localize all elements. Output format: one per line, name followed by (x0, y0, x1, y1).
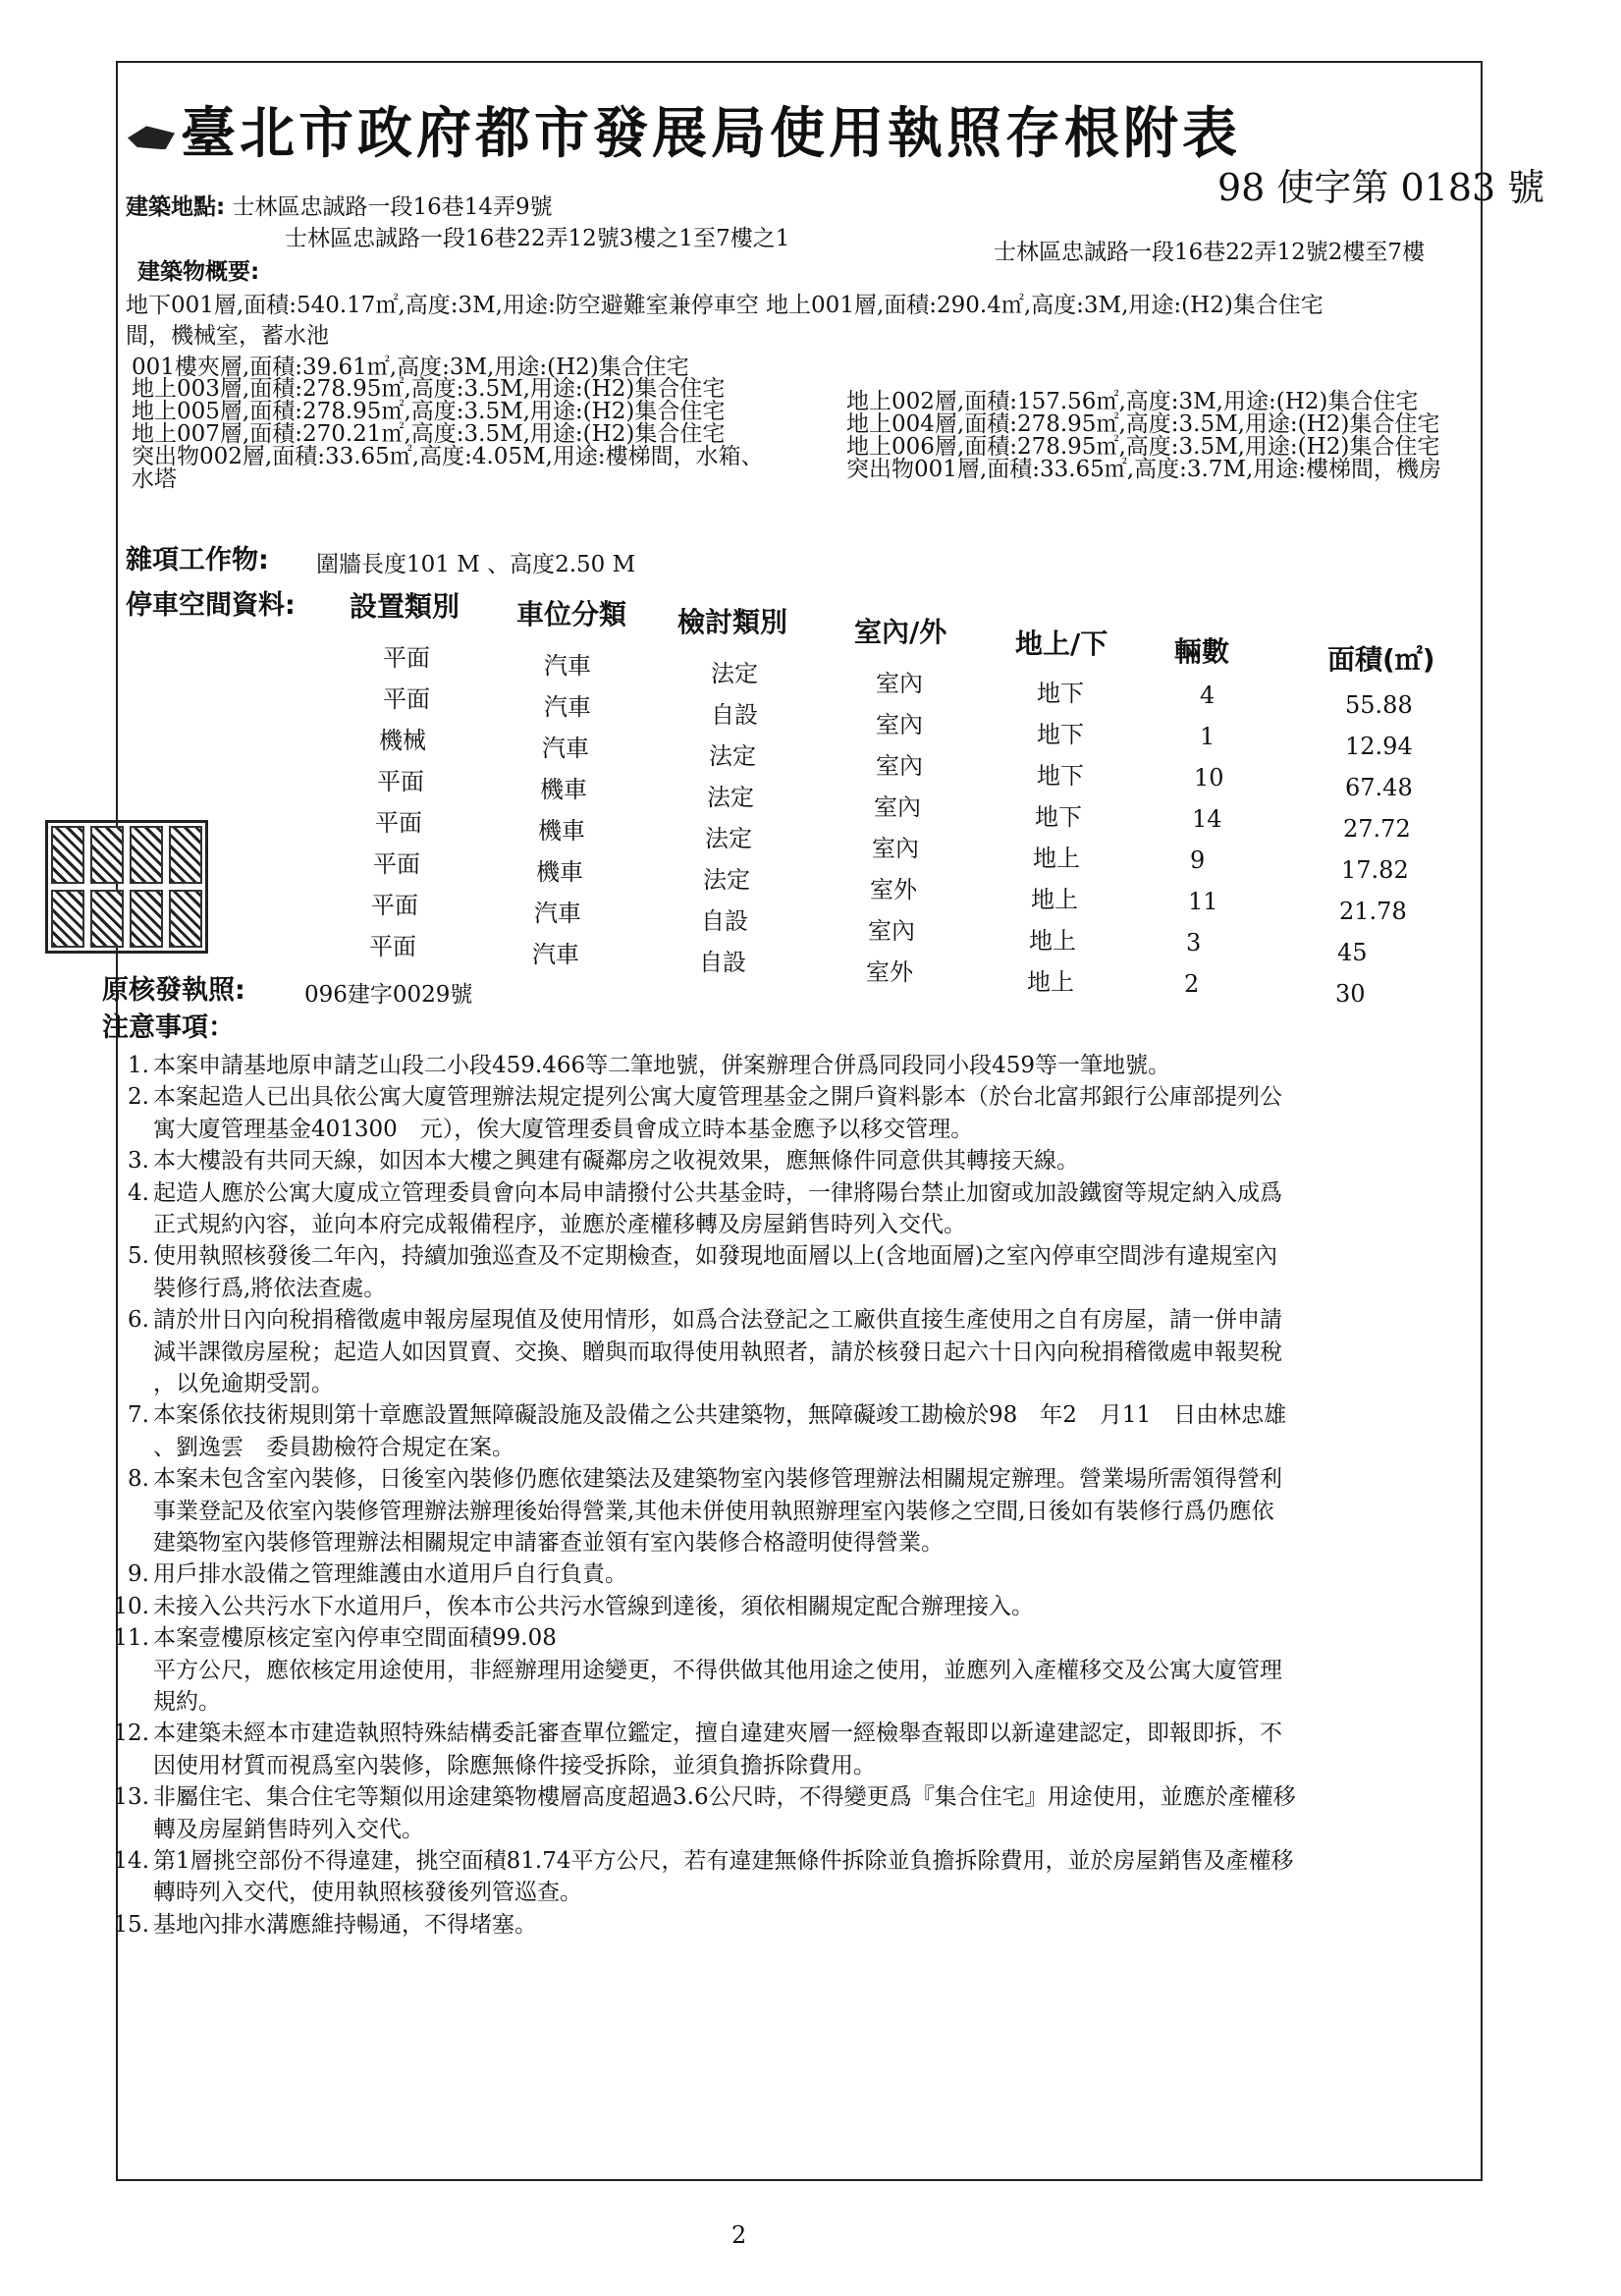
parking-cell: 機車 (538, 817, 585, 845)
note-line (110, 1429, 514, 1461)
parking-cell: 平面 (371, 892, 418, 919)
misc-works-value: 圍牆長度101 M 、高度2.50 M (316, 552, 636, 577)
overview-line-3: 001樓夾層,面積:39.61㎡,高度:3M,用途:(H2)集合住宅 (132, 355, 689, 380)
parking-cell: 法定 (707, 784, 754, 811)
parking-cell: 67.48 (1345, 774, 1413, 801)
note-text: 寓大廈管理基金401300 元），俟大廈管理委員會成立時本基金應予以移交管理。 (153, 1116, 974, 1142)
parking-cell: 地上 (1029, 927, 1076, 955)
note-text: 、劉逸雲 委員勘檢符合規定在案。 (153, 1434, 514, 1460)
note-text: 請於卅日內向稅捐稽徵處申報房屋現值及使用情形，如爲合法登記之工廠供直接生產使用之自有房屋，請一併申請 (153, 1307, 1282, 1334)
parking-cell: 平面 (373, 850, 420, 878)
overview-line-1: 地下001層,面積:540.17㎡,高度:3M,用途:防空避難室兼停車空 地上001層,面積:290.4㎡,高度:3M,用途:(H2)集合住宅 (126, 293, 1324, 318)
overview-label: 建築物概要: (137, 259, 260, 285)
overview-left-row: 突出物002層,面積:33.65㎡,高度:4.05M,用途:樓梯間，水箱、 (132, 444, 764, 469)
parking-cell: 自設 (699, 949, 746, 976)
official-seal-stamp (45, 820, 208, 954)
note-number: 4. (128, 1179, 149, 1206)
note-text: 平方公尺，應依核定用途使用，非經辦理用途變更，不得供做其他用途之使用，並應列入產權移交及公寓大廈管理 (153, 1657, 1282, 1683)
parking-label: 停車空間資料: (126, 590, 296, 621)
parking-header-setup-type: 設置類別 (350, 590, 460, 623)
note-number: 9. (128, 1561, 149, 1588)
overview-right-row: 突出物001層,面積:33.65㎡,高度:3.7M,用途:樓梯間，機房 (846, 457, 1442, 482)
note-number: 5. (128, 1243, 149, 1270)
note-text: 非屬住宅、集合住宅等類似用途建築物樓層高度超過3.6公尺時，不得變更爲『集合住宅』用途使用，並應於產權移 (153, 1784, 1296, 1811)
parking-cell: 法定 (709, 742, 756, 770)
parking-cell: 3 (1186, 929, 1202, 957)
parking-cell: 10 (1194, 764, 1224, 792)
parking-cell: 機械 (379, 727, 426, 754)
overview-right-row: 地上006層,面積:278.95㎡,高度:3.5M,用途:(H2)集合住宅 (846, 434, 1440, 460)
parking-cell: 機車 (540, 776, 587, 803)
note-text: 本案申請基地原申請芝山段二小段459.466等二筆地號，併案辦理合併爲同段同小段459等一筆地號。 (153, 1053, 1171, 1078)
parking-header-above-below: 地上/下 (1015, 628, 1108, 660)
overview-left-column (132, 378, 764, 491)
note-text: 本案起造人已出具依公寓大廈管理辦法規定提列公寓大廈管理基金之開戶資料影本（於台北富邦銀行公庫部提列公 (153, 1084, 1282, 1111)
parking-cell: 30 (1335, 980, 1366, 1008)
parking-cell: 地下 (1037, 680, 1084, 707)
note-line (110, 1237, 1277, 1270)
note-line (110, 1524, 944, 1557)
parking-cell: 2 (1184, 970, 1200, 998)
note-line (110, 1111, 973, 1143)
parking-cell: 汽車 (534, 900, 581, 927)
parking-cell: 自設 (701, 907, 748, 935)
note-text: 轉及房屋銷售時列入交代。 (153, 1816, 424, 1842)
note-number: 2. (128, 1084, 149, 1111)
note-text: 規約。 (153, 1689, 221, 1715)
parking-cell: 自設 (711, 701, 758, 729)
note-line (110, 1334, 1282, 1366)
note-number: 3. (128, 1148, 149, 1175)
note-text: 因使用材質而視爲室內裝修，除應無條件接受拆除，並須負擔拆除費用。 (153, 1752, 876, 1778)
parking-cell: 法定 (703, 866, 750, 894)
parking-cell: 室內 (876, 752, 923, 780)
note-text: 基地內排水溝應維持暢通，不得堵塞。 (153, 1911, 537, 1938)
note-line (110, 1493, 1274, 1525)
site-address-1: 士林區忠誠路一段16巷14弄9號 (232, 194, 553, 220)
note-text: 第1層挑空部份不得違建，挑空面積81.74平方公尺，若有違建無條件拆除並負擔拆除費用，並於房屋銷售及產權移 (153, 1848, 1294, 1874)
parking-header-space-class: 車位分類 (516, 598, 627, 630)
note-line (110, 1460, 1282, 1493)
note-line (110, 1078, 1282, 1111)
note-line (110, 1874, 582, 1906)
note-text: 未接入公共污水下水道用戶，俟本市公共污水管線到達後，須依相關規定配合辦理接入。 (153, 1593, 1034, 1619)
site-line-1 (126, 189, 553, 221)
note-line (110, 1142, 1079, 1175)
ink-mark-icon (128, 126, 175, 149)
parking-cell: 室內 (868, 917, 915, 945)
overview-left-row: 地上003層,面積:278.95㎡,高度:3.5M,用途:(H2)集合住宅 (132, 376, 726, 402)
parking-cell: 平面 (383, 644, 430, 672)
page-number: 2 (731, 2221, 747, 2249)
note-text: 使用執照核發後二年內，持續加強巡查及不定期檢查，如發現地面層以上(含地面層)之室內停車空間涉有違規室內 (153, 1243, 1277, 1270)
note-text: 事業登記及依室內裝修管理辦法辦理後始得營業,其他未併使用執照辦理室內裝修之空間,日後如有裝修行爲仍應依 (153, 1498, 1274, 1524)
parking-cell: 地下 (1037, 762, 1084, 790)
site-address-2: 士林區忠誠路一段16巷22弄12號3樓之1至7樓之1 (285, 226, 790, 251)
overview-left-row: 地上007層,面積:270.21㎡,高度:3.5M,用途:(H2)集合住宅 (132, 421, 726, 447)
parking-cell: 汽車 (544, 693, 591, 721)
parking-cell: 法定 (711, 660, 758, 687)
parking-cell: 室外 (870, 876, 917, 903)
note-line (110, 1270, 386, 1302)
note-line (110, 1747, 876, 1779)
parking-cell: 11 (1188, 888, 1218, 915)
note-text: 本建築未經本市建造執照特殊結構委託審查單位鑑定，擅自違建夾層一經檢舉查報即以新違建認定，即報即拆，不 (153, 1721, 1282, 1747)
overview-right-row: 地上004層,面積:278.95㎡,高度:3.5M,用途:(H2)集合住宅 (846, 411, 1440, 437)
note-line (110, 1588, 1034, 1620)
note-number: 8. (128, 1466, 149, 1493)
parking-cell: 平面 (383, 685, 430, 713)
note-line (110, 1301, 1282, 1334)
overview-right-column (846, 391, 1441, 481)
parking-cell: 9 (1190, 847, 1206, 874)
note-number: 11. (113, 1625, 149, 1652)
parking-cell: 地下 (1035, 803, 1082, 831)
note-text: 裝修行爲,將依法查處。 (153, 1275, 387, 1301)
original-permit-label: 原核發執照: (102, 975, 245, 1006)
note-line (110, 1715, 1282, 1747)
notes-label: 注意事項： (102, 1012, 235, 1043)
note-text: 轉時列入交代，使用執照核發後列管巡查。 (153, 1880, 582, 1906)
note-line (110, 1652, 1282, 1684)
note-text: 本案未包含室內裝修，日後室內裝修仍應依建築法及建築物室內裝修管理辦法相關規定辦理。營業場所需領得營利 (153, 1466, 1282, 1493)
note-line (110, 1365, 334, 1397)
parking-cell: 平面 (369, 933, 416, 960)
parking-cell: 汽車 (532, 941, 579, 968)
overview-line-2: 間，機械室，蓄水池 (126, 323, 329, 349)
note-number: 10. (113, 1593, 149, 1619)
parking-cell: 汽車 (542, 735, 589, 762)
note-line (110, 1811, 424, 1843)
parking-cell: 室外 (866, 958, 913, 986)
note-text: 建築物室內裝修管理辦法相關規定申請審查並領有室內裝修合格證明使得營業。 (153, 1530, 944, 1556)
overview-right-row: 地上002層,面積:157.56㎡,高度:3M,用途:(H2)集合住宅 (846, 389, 1419, 414)
parking-cell: 機車 (536, 858, 583, 886)
parking-cell: 平面 (377, 768, 424, 795)
parking-cell: 地上 (1033, 845, 1080, 872)
original-permit-value: 096建字0029號 (304, 982, 473, 1008)
overview-left-row: 水塔 (132, 466, 177, 492)
parking-cell: 地上 (1031, 886, 1078, 913)
note-text: 減半課徵房屋稅；起造人如因買賣、交換、贈與而取得使用執照者，請於核發日起六十日內向稅捐稽徵處申報契稅 (153, 1339, 1282, 1365)
note-number: 7. (128, 1402, 149, 1429)
parking-cell: 21.78 (1339, 898, 1407, 925)
parking-cell: 1 (1200, 723, 1216, 750)
note-text: 用戶排水設備之管理維護由水道用戶自行負責。 (153, 1561, 627, 1588)
parking-cell: 室內 (876, 711, 923, 738)
note-number: 15. (113, 1911, 149, 1938)
parking-header-area: 面積(㎡) (1327, 643, 1435, 676)
note-text: 起造人應於公寓大廈成立管理委員會向本局申請撥付公共基金時，一律將陽台禁止加窗或加設鐵窗等規定納入成爲 (153, 1179, 1282, 1206)
parking-cell: 平面 (375, 809, 422, 837)
note-number: 13. (113, 1784, 149, 1811)
title-text: 臺北市政府都市發展局使用執照存根附表 (181, 101, 1241, 166)
note-text: 本案係依技術規則第十章應設置無障礙設施及設備之公共建築物，無障礙竣工勘檢於98 年2 月11 日由林忠雄 (153, 1402, 1287, 1429)
parking-cell: 室內 (876, 670, 923, 697)
parking-cell: 法定 (705, 825, 752, 852)
note-number: 1. (128, 1053, 149, 1078)
note-text: 本大樓設有共同天線，如因本大樓之興建有礙鄰房之收視效果，應無條件同意供其轉接天線。 (153, 1148, 1079, 1175)
parking-header-vehicle-count: 輛數 (1174, 635, 1230, 668)
note-line (110, 1206, 966, 1238)
note-line (110, 1778, 1296, 1811)
note-text: ，以免逾期受罰。 (153, 1371, 334, 1396)
parking-cell: 地下 (1037, 721, 1084, 748)
overview-left-row: 地上005層,面積:278.95㎡,高度:3.5M,用途:(H2)集合住宅 (132, 399, 726, 424)
site-address-3: 士林區忠誠路一段16巷22弄12號2樓至7樓 (994, 240, 1426, 265)
parking-cell: 4 (1200, 682, 1216, 709)
permit-number: 98 使字第 0183 號 (1217, 166, 1545, 209)
parking-cell: 地上 (1027, 968, 1074, 996)
note-line (110, 1396, 1286, 1429)
site-label: 建築地點: (126, 194, 226, 220)
parking-cell: 12.94 (1345, 733, 1413, 760)
parking-cell: 汽車 (544, 652, 591, 680)
document-title (128, 90, 1241, 169)
parking-cell: 室內 (874, 793, 921, 821)
note-line (110, 1683, 221, 1716)
note-line (110, 1906, 537, 1939)
parking-cell: 17.82 (1341, 856, 1409, 884)
parking-header-indoor-outdoor: 室內/外 (854, 616, 947, 648)
note-number: 6. (128, 1307, 149, 1334)
note-number: 12. (113, 1721, 149, 1747)
note-line (110, 1175, 1282, 1207)
parking-cell: 14 (1192, 805, 1222, 833)
note-line (110, 1556, 627, 1588)
note-line (110, 1619, 557, 1652)
parking-cell: 室內 (872, 835, 919, 862)
note-text: 本案壹樓原核定室內停車空間面積99.08 (153, 1625, 557, 1652)
parking-header-review-type: 檢討類別 (677, 606, 788, 638)
misc-works-label: 雜項工作物: (126, 545, 269, 575)
parking-cell: 55.88 (1345, 691, 1413, 719)
note-text: 正式規約內容，並向本府完成報備程序，並應於產權移轉及房屋銷售時列入交代。 (153, 1212, 966, 1237)
parking-cell: 27.72 (1343, 815, 1411, 843)
note-line (110, 1842, 1293, 1875)
note-number: 14. (113, 1848, 149, 1874)
parking-cell: 45 (1337, 939, 1368, 966)
note-line (110, 1047, 1170, 1079)
